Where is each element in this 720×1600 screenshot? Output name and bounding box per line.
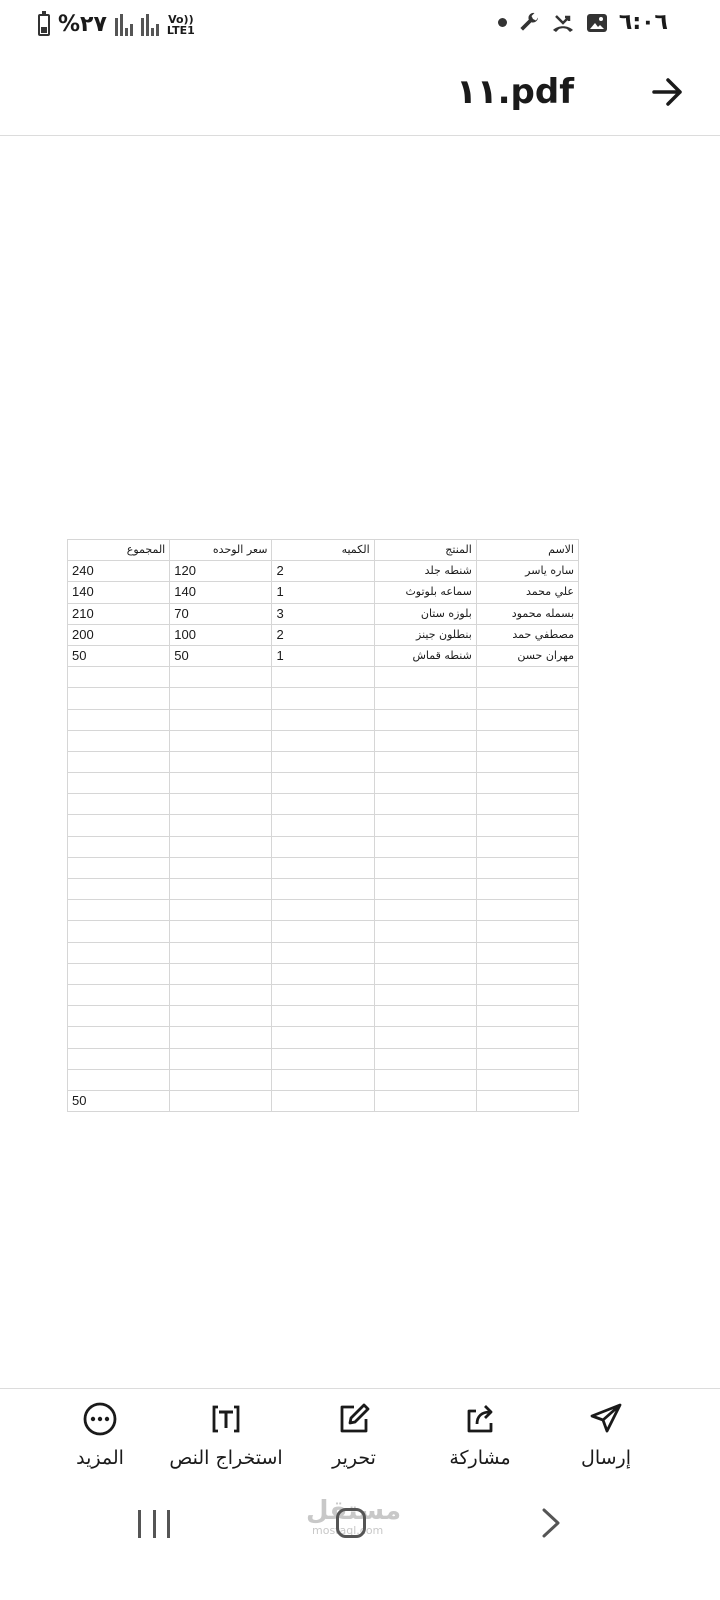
- empty-cell: [374, 709, 476, 730]
- empty-cell: [476, 815, 578, 836]
- header-total: المجموع: [68, 540, 170, 561]
- empty-cell: [374, 688, 476, 709]
- empty-cell: [272, 751, 374, 772]
- invoice-table: [67, 539, 579, 1112]
- empty-cell: [272, 963, 374, 984]
- missed-call-icon: [551, 11, 575, 35]
- empty-cell: [68, 836, 170, 857]
- recents-button[interactable]: [138, 1510, 170, 1540]
- empty-table-row: [68, 963, 579, 984]
- empty-cell: [170, 921, 272, 942]
- document-title: ١١.pdf: [456, 72, 574, 112]
- cell-total: 50: [68, 645, 170, 666]
- more-button[interactable]: [30, 1401, 170, 1469]
- nav-back-icon[interactable]: [538, 1506, 564, 1540]
- header-unit-price: سعر الوحده: [170, 540, 272, 561]
- empty-cell: [272, 879, 374, 900]
- cell-name: مهران حسن: [476, 645, 578, 666]
- empty-cell: [374, 857, 476, 878]
- empty-cell: [272, 921, 374, 942]
- empty-cell: [374, 794, 476, 815]
- empty-cell: [476, 879, 578, 900]
- cell-product: بلوزه ستان: [374, 603, 476, 624]
- empty-cell: [374, 730, 476, 751]
- empty-cell: [374, 667, 476, 688]
- empty-table-row: [68, 709, 579, 730]
- empty-cell: [68, 794, 170, 815]
- app-header: [0, 52, 720, 136]
- empty-cell: [374, 1027, 476, 1048]
- cell-product: شنطه قماش: [374, 645, 476, 666]
- more-label: المزيد: [76, 1447, 124, 1469]
- empty-cell: [476, 942, 578, 963]
- clock: ٦:٠٦: [618, 10, 668, 35]
- empty-cell: [68, 1069, 170, 1090]
- extract-text-button[interactable]: [156, 1401, 296, 1469]
- empty-cell: [170, 942, 272, 963]
- empty-cell: [374, 1006, 476, 1027]
- empty-cell: [170, 1090, 272, 1111]
- empty-cell: [374, 1069, 476, 1090]
- empty-table-row: [68, 730, 579, 751]
- table-row: [68, 624, 579, 645]
- notification-dot-icon: [498, 18, 507, 27]
- edit-button[interactable]: [284, 1401, 424, 1469]
- arrow-right-icon[interactable]: [648, 72, 688, 112]
- empty-cell: [476, 667, 578, 688]
- empty-cell: [170, 1027, 272, 1048]
- empty-cell: [170, 836, 272, 857]
- battery-icon: [38, 14, 50, 36]
- header-quantity: الكميه: [272, 540, 374, 561]
- empty-cell: [170, 1069, 272, 1090]
- empty-cell: [272, 1027, 374, 1048]
- cell-unit-price: 120: [170, 561, 272, 582]
- empty-table-row: [68, 1006, 579, 1027]
- empty-cell: [476, 751, 578, 772]
- empty-cell: [476, 900, 578, 921]
- empty-cell: [272, 1048, 374, 1069]
- empty-cell: [476, 921, 578, 942]
- empty-table-row: [68, 879, 579, 900]
- empty-cell: [272, 773, 374, 794]
- empty-cell: [476, 836, 578, 857]
- empty-table-row: [68, 815, 579, 836]
- empty-cell: [272, 942, 374, 963]
- empty-table-row: [68, 1027, 579, 1048]
- empty-cell: [272, 709, 374, 730]
- system-nav-bar: [0, 1490, 720, 1600]
- empty-table-row: [68, 857, 579, 878]
- cell-total: 200: [68, 624, 170, 645]
- empty-cell: [170, 1006, 272, 1027]
- empty-table-row: [68, 836, 579, 857]
- empty-cell: [476, 857, 578, 878]
- empty-cell: [170, 963, 272, 984]
- empty-cell: [476, 688, 578, 709]
- empty-cell: [476, 1027, 578, 1048]
- battery-percent: %٢٧: [58, 12, 107, 37]
- empty-cell: [272, 857, 374, 878]
- table-footer-row: [68, 1090, 579, 1111]
- empty-cell: [476, 1048, 578, 1069]
- empty-cell: [68, 879, 170, 900]
- empty-table-row: [68, 984, 579, 1005]
- empty-cell: [68, 900, 170, 921]
- empty-table-row: [68, 921, 579, 942]
- edit-icon: [336, 1401, 372, 1437]
- empty-cell: [272, 815, 374, 836]
- empty-cell: [374, 963, 476, 984]
- gallery-icon: [585, 11, 609, 35]
- empty-cell: [272, 794, 374, 815]
- empty-table-row: [68, 773, 579, 794]
- empty-cell: [170, 815, 272, 836]
- extract-text-label: استخراج النص: [169, 1447, 283, 1469]
- empty-table-row: [68, 1048, 579, 1069]
- signal-icon: [115, 14, 133, 36]
- header-name: الاسم: [476, 540, 578, 561]
- table-header-row: [68, 540, 579, 561]
- empty-cell: [68, 709, 170, 730]
- cell-product: شنطه جلد: [374, 561, 476, 582]
- cell-unit-price: 70: [170, 603, 272, 624]
- empty-cell: [170, 879, 272, 900]
- watermark-logo: مستقل: [306, 1496, 402, 1526]
- empty-cell: [68, 773, 170, 794]
- empty-cell: [476, 1090, 578, 1111]
- cell-name: علي محمد: [476, 582, 578, 603]
- edit-label: تحرير: [332, 1447, 376, 1469]
- empty-cell: [170, 751, 272, 772]
- home-button[interactable]: [336, 1508, 366, 1538]
- empty-cell: [68, 815, 170, 836]
- empty-cell: [374, 836, 476, 857]
- empty-cell: [476, 963, 578, 984]
- empty-cell: [170, 730, 272, 751]
- status-right: [498, 10, 668, 35]
- cell-total: 210: [68, 603, 170, 624]
- volte-label: Vo)): [168, 12, 194, 26]
- empty-cell: [272, 984, 374, 1005]
- empty-cell: [272, 667, 374, 688]
- empty-cell: [476, 1069, 578, 1090]
- empty-cell: [374, 900, 476, 921]
- share-label: مشاركة: [449, 1447, 511, 1469]
- empty-cell: [272, 836, 374, 857]
- empty-table-row: [68, 794, 579, 815]
- empty-cell: [476, 730, 578, 751]
- empty-cell: [272, 1069, 374, 1090]
- empty-cell: [374, 751, 476, 772]
- empty-cell: [170, 900, 272, 921]
- empty-cell: [374, 1048, 476, 1069]
- signal-icon-2: [141, 14, 159, 36]
- empty-cell: [272, 730, 374, 751]
- empty-cell: [374, 984, 476, 1005]
- table-row: [68, 645, 579, 666]
- share-icon: [462, 1401, 498, 1437]
- text-extract-icon: [208, 1401, 244, 1437]
- empty-cell: [68, 963, 170, 984]
- empty-cell: [68, 942, 170, 963]
- empty-cell: [68, 921, 170, 942]
- cell-quantity: 2: [272, 561, 374, 582]
- wrench-icon: [517, 11, 541, 35]
- header-product: المنتج: [374, 540, 476, 561]
- cell-product: سماعه بلوتوث: [374, 582, 476, 603]
- empty-cell: [374, 942, 476, 963]
- cell-name: ساره ياسر: [476, 561, 578, 582]
- empty-cell: [272, 900, 374, 921]
- empty-cell: [476, 773, 578, 794]
- share-button[interactable]: [410, 1401, 550, 1469]
- empty-cell: [170, 794, 272, 815]
- cell-total: 240: [68, 561, 170, 582]
- empty-cell: [374, 773, 476, 794]
- empty-cell: [476, 709, 578, 730]
- empty-cell: [170, 984, 272, 1005]
- empty-cell: [68, 667, 170, 688]
- empty-cell: [272, 1006, 374, 1027]
- pdf-page[interactable]: [67, 539, 579, 1112]
- empty-cell: [68, 1006, 170, 1027]
- empty-cell: [68, 857, 170, 878]
- lte-label: LTE1: [166, 23, 195, 37]
- empty-cell: [170, 709, 272, 730]
- empty-cell: [476, 984, 578, 1005]
- empty-table-row: [68, 751, 579, 772]
- cell-unit-price: 50: [170, 645, 272, 666]
- empty-table-row: [68, 667, 579, 688]
- table-row: [68, 603, 579, 624]
- empty-cell: [374, 879, 476, 900]
- empty-cell: [170, 857, 272, 878]
- empty-cell: [68, 1048, 170, 1069]
- table-row: [68, 582, 579, 603]
- cell-quantity: 2: [272, 624, 374, 645]
- send-label: إرسال: [581, 1447, 631, 1469]
- empty-cell: [374, 921, 476, 942]
- empty-table-row: [68, 688, 579, 709]
- cell-product: بنطلون جينز: [374, 624, 476, 645]
- cell-total: 140: [68, 582, 170, 603]
- table-row: [68, 561, 579, 582]
- empty-cell: [68, 1027, 170, 1048]
- empty-cell: [170, 1048, 272, 1069]
- empty-cell: [68, 688, 170, 709]
- empty-cell: [170, 773, 272, 794]
- empty-cell: [374, 815, 476, 836]
- empty-cell: [170, 688, 272, 709]
- paper-plane-icon: [588, 1401, 624, 1437]
- empty-cell: [170, 667, 272, 688]
- cell-quantity: 1: [272, 582, 374, 603]
- cell-quantity: 1: [272, 645, 374, 666]
- footer-total-cell: 50: [68, 1090, 170, 1111]
- empty-cell: [374, 1090, 476, 1111]
- empty-table-row: [68, 942, 579, 963]
- empty-cell: [476, 794, 578, 815]
- empty-cell: [68, 751, 170, 772]
- status-left: [38, 12, 195, 37]
- cell-quantity: 3: [272, 603, 374, 624]
- empty-table-row: [68, 1069, 579, 1090]
- empty-cell: [68, 730, 170, 751]
- empty-cell: [68, 984, 170, 1005]
- more-dots-icon: [82, 1401, 118, 1437]
- empty-cell: [272, 688, 374, 709]
- lte-indicator: [167, 14, 195, 36]
- empty-table-row: [68, 900, 579, 921]
- watermark-url: mostaql.com: [312, 1524, 384, 1537]
- empty-cell: [272, 1090, 374, 1111]
- cell-name: بسمله محمود: [476, 603, 578, 624]
- cell-unit-price: 140: [170, 582, 272, 603]
- empty-cell: [476, 1006, 578, 1027]
- cell-unit-price: 100: [170, 624, 272, 645]
- cell-name: مصطفي حمد: [476, 624, 578, 645]
- send-button[interactable]: [536, 1401, 676, 1469]
- status-bar: [0, 0, 720, 48]
- bottom-toolbar: [0, 1388, 720, 1488]
